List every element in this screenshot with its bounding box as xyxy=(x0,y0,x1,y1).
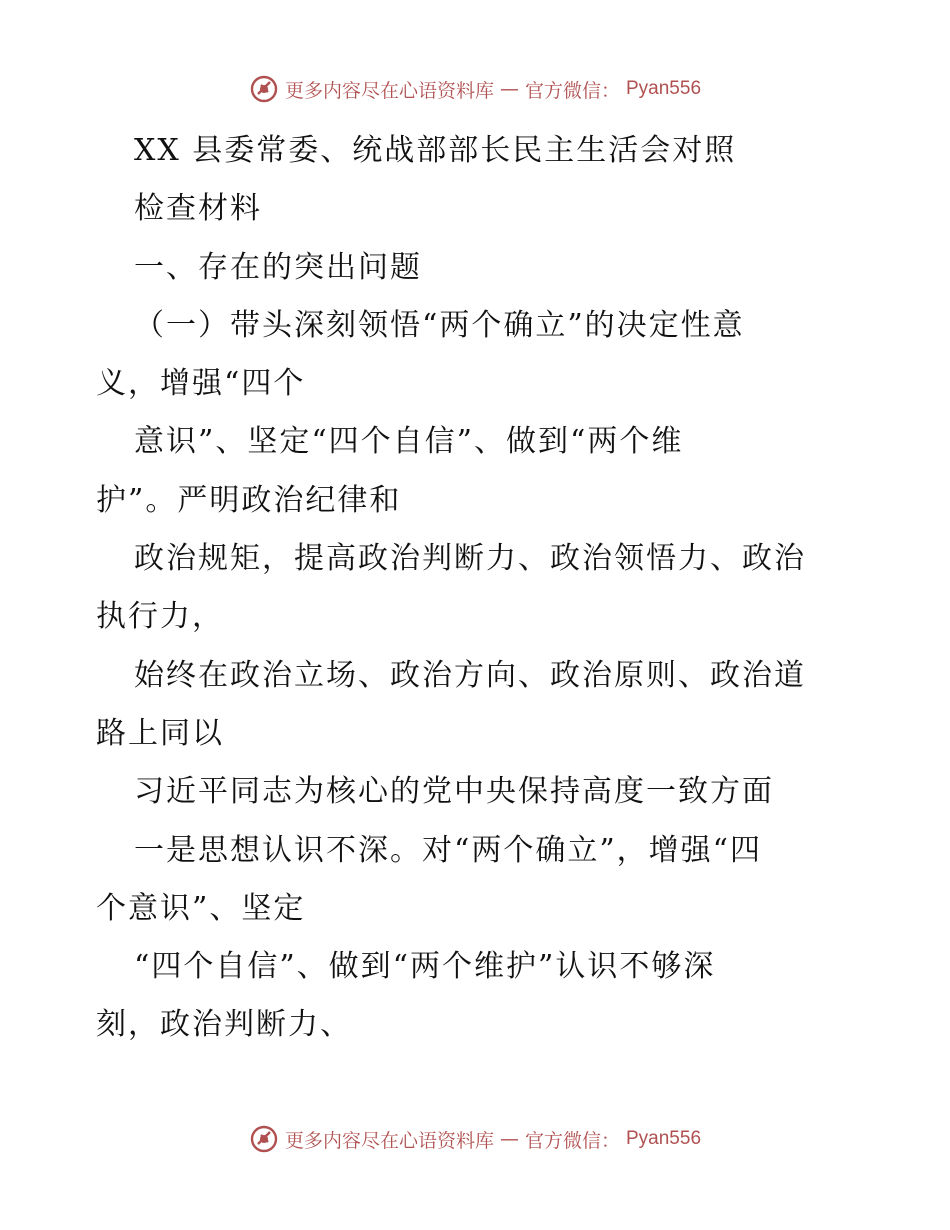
paragraph-line: 政治规矩，提高政治判断力、政治领悟力、政治 xyxy=(134,541,806,577)
paragraph-line: 刻，政治判断力、 xyxy=(96,1007,352,1043)
subsection-heading-line-2: 义，增强“四个 xyxy=(96,366,306,402)
watermark-text: 更多内容尽在心语资料库 xyxy=(284,1129,494,1152)
paragraph-line: 一是思想认识不深。对“两个确立”，增强“四 xyxy=(134,832,763,868)
paragraph-line: 意识”、坚定“四个自信”、做到“两个维 xyxy=(134,424,684,460)
paragraph-line: 始终在政治立场、政治方向、政治原则、政治道 xyxy=(134,657,806,693)
watermark-suffix: 官方微信： xyxy=(524,79,620,102)
doc-title-line-1: XX 县委常委、统战部部长民主生活会对照 xyxy=(134,133,737,168)
paragraph-line: 路上同以 xyxy=(96,715,224,751)
paragraph-line: 护”。严明政治纪律和 xyxy=(96,482,402,518)
seal-logo-icon xyxy=(249,1124,279,1154)
paragraph-line: “四个自信”、做到“两个维护”认识不够深 xyxy=(134,949,716,985)
document-body xyxy=(0,122,950,1055)
watermark-suffix: 官方微信： xyxy=(524,1129,620,1152)
paragraph-line: 习近平同志为核心的党中央保持高度一致方面 xyxy=(134,774,774,810)
subsection-heading-line-1: （一）带头深刻领悟“两个确立”的决定性意 xyxy=(134,307,745,343)
doc-title-line-2: 检查材料 xyxy=(134,191,262,227)
header-watermark xyxy=(0,74,950,104)
paragraph-line: 执行力， xyxy=(96,599,224,635)
watermark-separator: — xyxy=(499,78,519,100)
paragraph-line: 个意识”、坚定 xyxy=(96,890,306,926)
section-heading: 一、存在的突出问题 xyxy=(134,249,422,285)
seal-logo-icon xyxy=(249,74,279,104)
watermark-separator: — xyxy=(499,1128,519,1150)
watermark-text: 更多内容尽在心语资料库 xyxy=(284,79,494,102)
watermark-id: Pyan556 xyxy=(626,1128,702,1149)
footer-watermark xyxy=(0,1124,950,1154)
watermark-id: Pyan556 xyxy=(626,78,702,99)
